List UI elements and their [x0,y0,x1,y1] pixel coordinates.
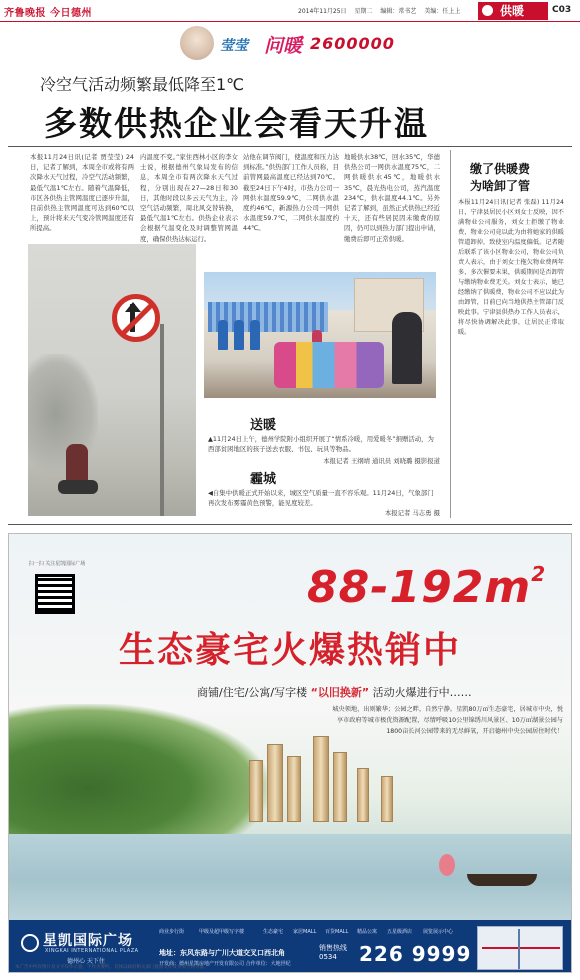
ad-title: 生态豪宅火爆热销中 [119,630,462,671]
hotline-area-code: 0534 [319,953,337,961]
tower-building [333,752,347,822]
article-column-2: 内温度不变。”家住西林小区的李女士说，根据德州气象局发布的信息，本周全市有两次降水天气过程，分别出现在27—28日和30日，其他时段以多云天气为主，冷空气活动频繁，周北风交替转换，最低气温1℃左右。供热企业表示会根据气温变化及时调整管网温度，确保供热达标运行。 [140,153,238,243]
article-column-3: 站他在调节阀门，使温度和压力达到标准。”供热部门工作人员称，目前管网最高温度已经达到70℃。截至24日下午4时，市热力公司一网供水温度59.9℃，二网供水温度约46℃，新源热力公司一网供水温度59.7℃，二网供水温度约44℃。 [243,153,339,233]
map-road [482,947,560,949]
ad-developer: 开发商：德州星凯房地产开发有限公司 合作单位：大地世纪 [159,961,291,967]
banner-hotline: 2600000 [310,34,395,53]
page-number: C03 [552,5,572,15]
article-headline: 多数供热企业会看天升温 [44,104,429,143]
brand-tagline: 德州心 天下住 [67,958,105,965]
ad-subtitle-suffix: 活动火爆进行中…… [369,686,472,699]
tower-building [287,756,301,822]
hotline-label [319,944,355,962]
ad-copy: 城央领地，出则繁华；公园之畔，自然宁静。星凯80万㎡生态豪宅，居城市中央，悦享市政府等城市极优资源配置，尽情呼吸10公里锦绣川风景区、10万㎡湖景公园与1800亩长河公园带来的无尽鲜氧，开启德州中央公园居住时代！ [332,706,563,735]
ad-disclaimer: 本广告中所有图片及文字仅作示意，不作为要约，具体以政府相关部门批准文件及买卖合同为准。 [15,965,209,970]
feature-label: 商业步行街 [159,929,185,935]
sidebar-title-line2: 为啥卸了管 [470,179,531,193]
flamingo [439,854,455,876]
donated-bags [274,342,384,388]
ad-subtitle [197,684,472,700]
map-road [518,929,520,969]
sidebar-divider [450,150,451,518]
tower-building [381,776,393,822]
section-icon [482,5,493,16]
article-subhead: 冷空气活动频繁最低降至1℃ [40,75,245,94]
story1-credit: 本报记者 王纲靖 通讯员 刘晓璐 摄影报道 [323,457,440,465]
smog-street-photo [28,244,196,516]
hotline-number[interactable]: 226 9999 [359,942,472,966]
sign-pole [160,324,164,516]
feature-label: 五星级酒店 [387,929,413,935]
area-value: 88-192m [307,562,532,613]
brand-logo-icon [21,934,39,952]
hotline-label-text: 销售热线 [319,944,347,952]
sidebar-article: 本报11月24日讯(记者 张磊) 11月24日，宁津县居民小区刘女士反映，因不满物业公司服务，刘女士拒缴了物业费，物业公司竟以此为由将她家的供暖管道卸掉，致使室内温度偏低。记者随后联系了该小区物业公司，物业公司负责人表示，由于刘女士拖欠物业费两年多，多次催要未果，供暖期间是否卸管与缴纳物业费无关。刘女士表示，她已经缴纳了供暖费，物业公司不应以此为由卸管，目前已向当地供热主管部门反映此事。宁津县供热办工作人员表示，将尽快协调解决此事，让居民正常取暖。 [458,199,564,336]
location-map-icon [477,926,563,970]
ad-subtitle-highlight: “以旧换新” [310,686,370,699]
feature-label: 展览展示中心 [423,929,454,935]
columnist-portrait [180,26,214,60]
article-column-4: 地暖供水38℃，回水35℃，华德供热公司一网供水温度75℃，二网供暖供水45℃，地暖供水35℃，晨光热电公司，蒸汽温度234℃，供水温度44.1℃。另外记者了解到，虽然正式供热已经近十天，还有些居民因未缴费的原因，仍可以到热力部门提出申请，缴费后即可正常供暖。 [344,153,440,243]
tower-building [357,768,369,822]
newspaper-logo: 齐鲁晚报 今日德州 [4,8,92,19]
feature-label: 精品公寓 [357,929,378,935]
story1-title: 送暖 [250,418,277,433]
student-figure [234,320,244,350]
brand-name-en: XINGKAI INTERNATIONAL PLAZA [45,948,139,954]
area-unit-sup: 2 [531,562,547,586]
issue-weekday: 星期二 [354,8,373,15]
editor-credit: 编辑：常书艺 [380,8,417,15]
tower-building [249,760,263,822]
boat [467,874,537,886]
student-figure [250,320,260,350]
donation-photo [204,272,436,398]
issue-date: 2014年11月25日 [298,8,347,15]
story2-text: ◀自集中供暖正式开始以来，城区空气质量一直不容乐观。11月24日，气象部门再次发布雾霾黄色预警，能见度较差。 [208,489,434,507]
story2-title: 霾城 [250,472,277,487]
student-figure [218,320,228,350]
article-column-1: 本报11月24日讯(记者 贾莹莹) 24日，记者了解到，本周全市或将有两次降水天气过程，冷空气活动频繁，最低气温1℃左右。随着气温降低，市区各供热主管网温度已逐步升温，目前供热主管网温度可达到60℃以上，预计将来天气变冷管网温度还有所提高。 [30,153,134,233]
section-tab: 供暖 [478,2,548,20]
story1-text: ▲11月24日上午，德州学院附小组织开展了“情系冷暖，用爱暖冬”捐赠活动，为西部贫困地区的孩子送去衣服、书包、玩具等物品。 [208,435,434,453]
scooter-rider [66,444,88,484]
ad-address: 地址：东风东路与广川大道交叉口西北角 [159,949,285,957]
brand-name: 星凯国际广场 [43,933,133,949]
feature-label: 甲级及超甲级写字楼 [199,929,245,935]
story2-credit: 本报记者 马志勇 摄 [384,509,440,517]
ad-area-range [307,562,546,613]
real-estate-advert [8,533,572,973]
qr-code-icon[interactable] [35,574,75,614]
tower-building [313,736,329,822]
divider [8,524,572,525]
feature-label: 生态豪宅 [263,929,284,935]
feature-label: 家居MALL [293,929,317,935]
sidebar-title-line1: 缴了供暖费 [470,162,531,176]
column-banner [180,26,450,60]
banner-word: 问暖 [264,35,303,57]
design-credit: 美编：任上上 [424,8,461,15]
tower-building [267,744,283,822]
scooter [58,480,98,494]
green-hill [9,704,269,844]
adult-figure [392,312,422,384]
feature-label: 百货MALL [325,929,349,935]
page-header [0,0,580,22]
header-meta [298,6,466,15]
divider [8,146,572,147]
qr-caption: 扫一扫 关注星凯国际广场 [28,561,86,567]
ad-subtitle-prefix: 商铺/住宅/公寓/写字楼 [197,686,311,699]
banner-name: 莹莹 [220,38,248,54]
